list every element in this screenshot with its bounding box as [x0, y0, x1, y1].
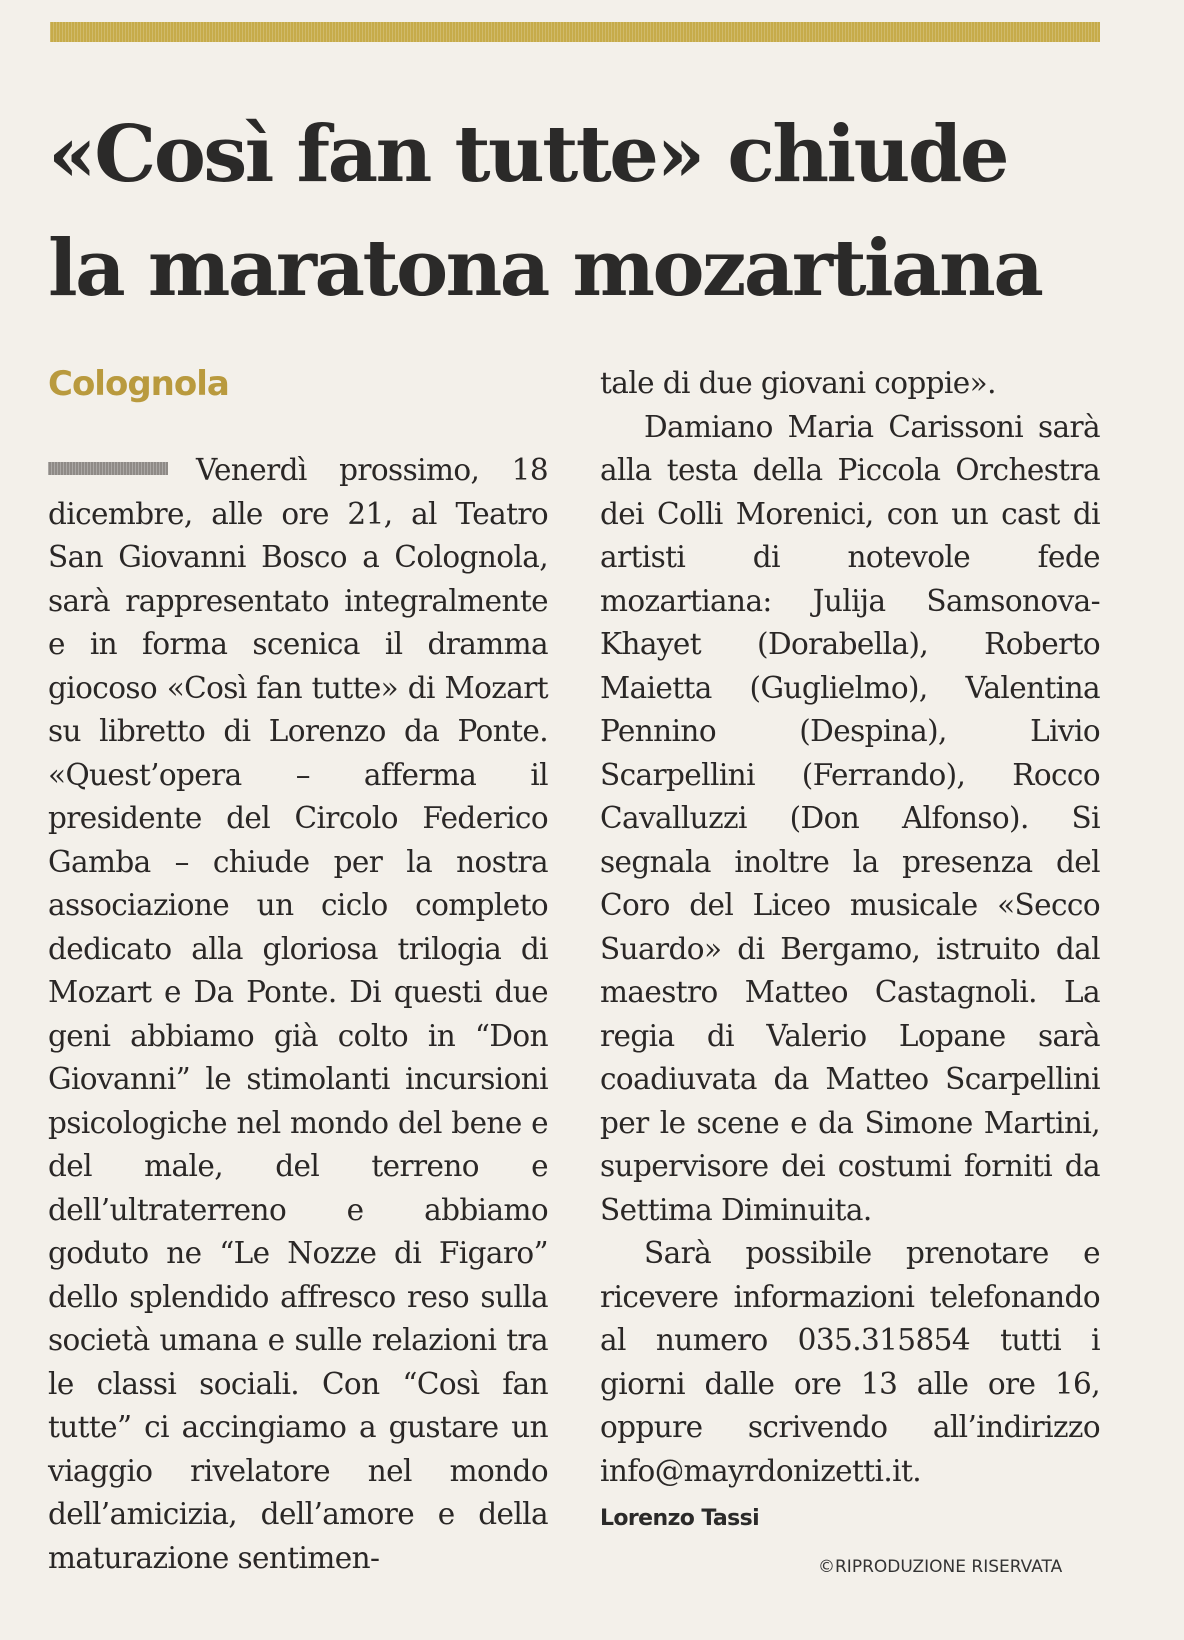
article-headline: «Così fan tutte» chiude la maratona mozartiana	[48, 109, 1042, 314]
column-2-paragraph-2: Damiano Maria Carissoni sarà alla testa della Piccola Orchestra dei Colli Morenici, con un cast di artisti di notevole fede mozartiana: Julija Samsonova-Khayet (Dorabella), Roberto Maietta (Guglielmo), Valentina Pennino (Despina), Livio Scarpellini (Ferrando), Rocco Cavalluzzi (Don Alfonso). Si segnala inoltre la presenza del Coro del Liceo musicale «Secco Suardo» di Bergamo, istruito dal maestro Matteo Castagnoli. La regia di Valerio Lopane sarà coadiuvata da Matteo Scarpellini per le scene e da Simone Martini, supervisore dei costumi forniti da Settima Diminuita.	[600, 409, 1100, 1227]
article-column-1	[48, 449, 548, 1580]
copyright-notice: ©RIPRODUZIONE RISERVATA	[818, 1557, 1063, 1577]
article-column-2	[600, 362, 1100, 1541]
column-1-paragraph-1: Venerdì prossimo, 18 dicembre, alle ore 21, al Teatro San Giovanni Bosco a Colognola, sarà rappresentato integralmente e in forma scenica il dramma giocoso «Così fan tutte» di Mozart su libretto di Lorenzo da Ponte. «Quest’opera – afferma il presidente del Circolo Federico Gamba – chiude per la nostra associazione un ciclo completo dedicato alla gloriosa trilogia di Mozart e Da Ponte. Di questi due geni abbiamo già colto in “Don Giovanni” le stimolanti incursioni psicologiche nel mondo del bene e del male, del terreno e dell’ultraterreno e abbiamo goduto ne “Le Nozze di Figaro” dello splendido affresco reso sulla società umana e sulle relazioni tra le classi sociali. Con “Così fan tutte” ci accingiamo a gustare un viaggio rivelatore nel mondo dell’amicizia, dell’amore e della maturazione sentimen-	[48, 453, 548, 1575]
column-2-paragraph-1: tale di due giovani coppie».	[600, 366, 996, 400]
author-byline: Lorenzo Tassi	[600, 1506, 760, 1531]
location-label: Colognola	[48, 364, 229, 404]
section-rule	[50, 22, 1100, 42]
column-2-paragraph-3: Sarà possibile prenotare e ricevere informazioni telefonando al numero 035.315854 tutti i giorni dalle ore 13 alle ore 16, oppure scrivendo all’indirizzo info@mayrdonizetti.it.	[600, 1236, 1100, 1488]
